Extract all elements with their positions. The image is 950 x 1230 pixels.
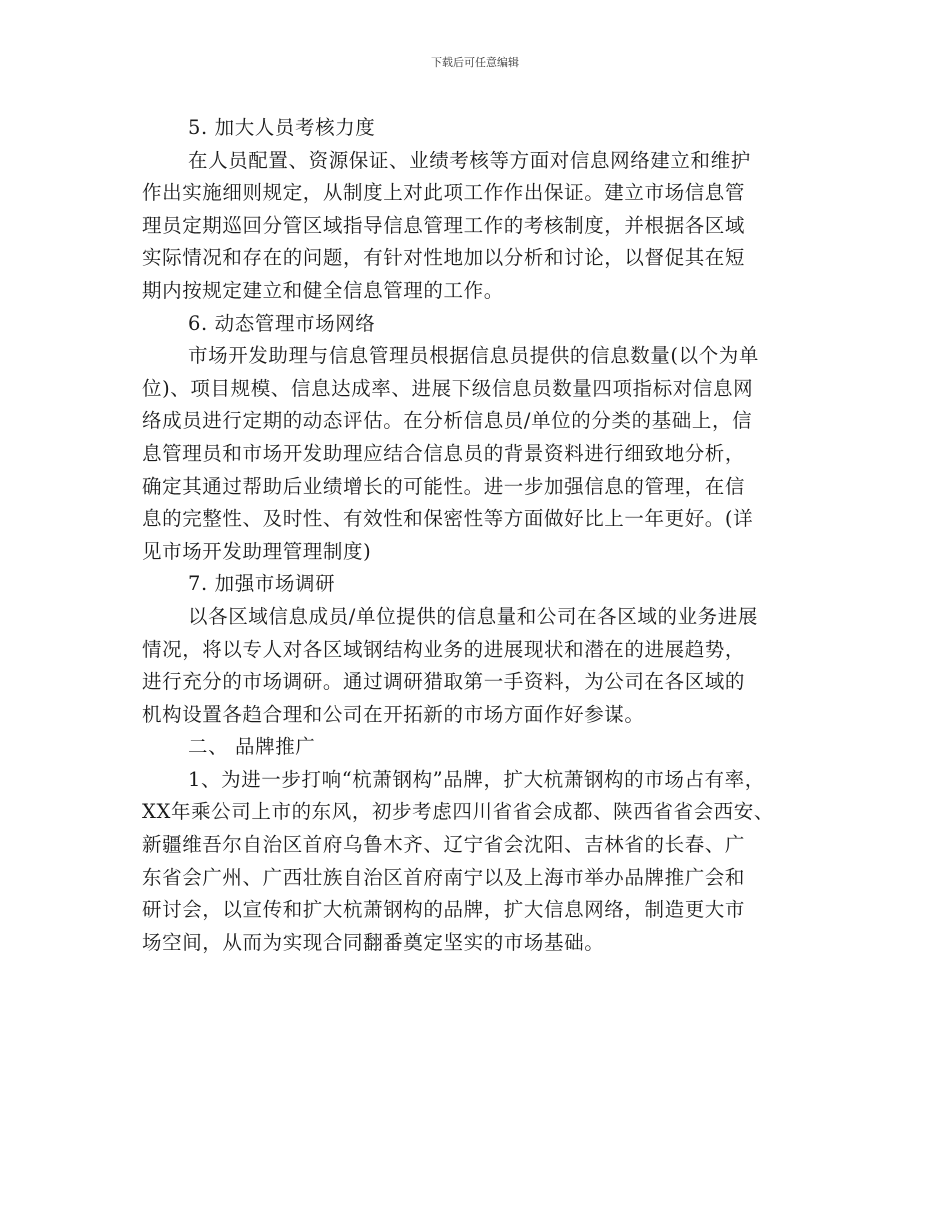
paragraph-line: 研讨会，以宣传和扩大杭萧钢构的品牌，扩大信息网络，制造更大市	[142, 898, 746, 922]
paragraph-line: 新疆维吾尔自治区首府乌鲁木齐、辽宁省会沈阳、吉林省的长春、广	[142, 833, 746, 857]
section-heading: 7. 加强市场调研	[188, 572, 336, 596]
page-header: 下载后可任意编辑	[431, 56, 519, 69]
paragraph-line: 实际情况和存在的问题，有针对性地加以分析和讨论，以督促其在短	[142, 246, 746, 270]
paragraph-line: 期内按规定建立和健全信息管理的工作。	[142, 278, 504, 302]
paragraph-line: 息管理员和市场开发助理应结合信息员的背景资料进行细致地分析，	[142, 441, 746, 465]
paragraph-line: 作出实施细则规定，从制度上对此项工作作出保证。建立市场信息管	[142, 181, 746, 205]
paragraph-line: 市场开发助理与信息管理员根据信息员提供的信息数量(以个为单	[188, 344, 760, 368]
paragraph-line: 进行充分的市场调研。通过调研猎取第一手资料，为公司在各区域的	[142, 670, 746, 694]
paragraph-line: 见市场开发助理管理制度)	[142, 539, 372, 563]
paragraph-line: XX年乘公司上市的东风，初步考虑四川省省会成都、陕西省省会西安、	[142, 800, 774, 824]
paragraph-line: 场空间，从而为实现合同翻番奠定坚实的市场基础。	[142, 930, 605, 954]
paragraph-line: 在人员配置、资源保证、业绩考核等方面对信息网络建立和维护	[188, 148, 751, 172]
section-heading: 6. 动态管理市场网络	[188, 311, 376, 335]
paragraph-line: 位)、项目规模、信息达成率、进展下级信息员数量四项指标对信息网	[142, 376, 754, 400]
section-heading: 二、 品牌推广	[188, 735, 316, 759]
paragraph-line: 息的完整性、及时性、有效性和保密性等方面做好比上一年更好。(详	[142, 507, 754, 531]
paragraph-line: 络成员进行定期的动态评估。在分析信息员/单位的分类的基础上，信	[142, 409, 753, 433]
paragraph-line: 东省会广州、广西壮族自治区首府南宁以及上海市举办品牌推广会和	[142, 865, 746, 889]
paragraph-line: 以各区域信息成员/单位提供的信息量和公司在各区域的业务进展	[188, 604, 758, 628]
paragraph-line: 情况，将以专人对各区域钢结构业务的进展现状和潜在的进展趋势，	[142, 637, 746, 661]
paragraph-line: 理员定期巡回分管区域指导信息管理工作的考核制度，并根据各区域	[142, 213, 746, 237]
paragraph-line: 1、为进一步打响“杭萧钢构”品牌，扩大杭萧钢构的市场占有率，	[188, 767, 765, 791]
paragraph-line: 确定其通过帮助后业绩增长的可能性。进一步加强信息的管理，在信	[142, 474, 746, 498]
document-body	[142, 112, 822, 959]
section-heading: 5. 加大人员考核力度	[188, 116, 376, 139]
paragraph-line: 机构设置各趋合理和公司在开拓新的市场方面作好参谋。	[142, 702, 645, 726]
